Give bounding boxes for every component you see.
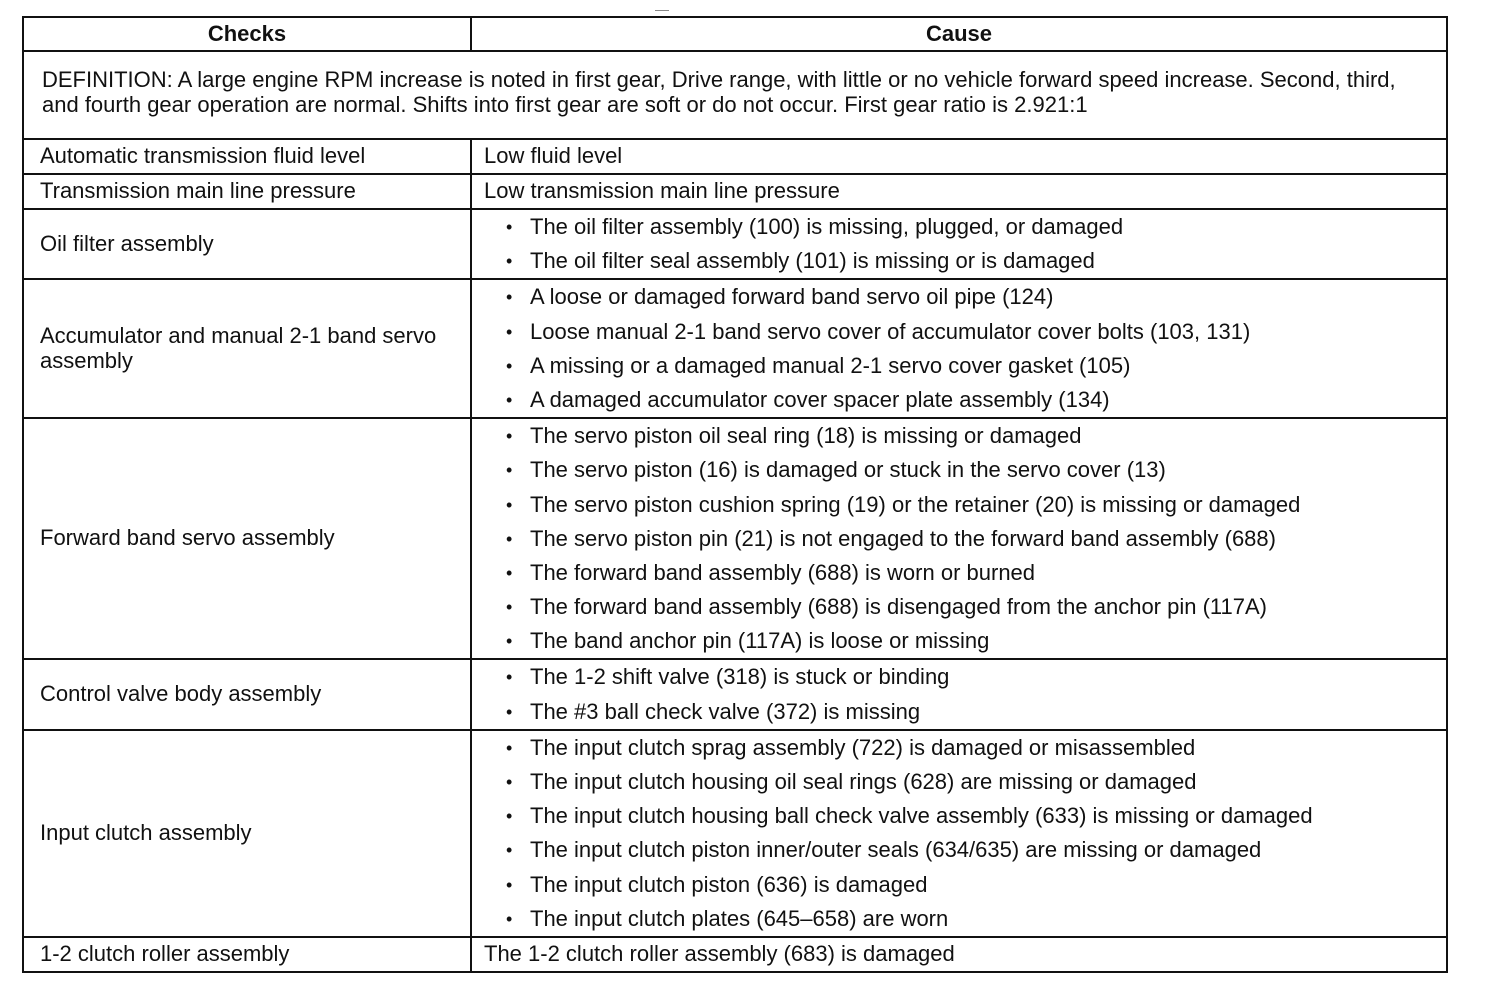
check-cell: Oil filter assembly xyxy=(23,209,471,279)
table-row xyxy=(23,279,1447,418)
bullet-icon: • xyxy=(506,806,513,827)
cause-text: The input clutch housing oil seal rings (628) are missing or damaged xyxy=(530,769,1197,794)
check-cell: Control valve body assembly xyxy=(23,659,471,729)
cause-text: A damaged accumulator cover spacer plate assembly (134) xyxy=(530,386,1110,412)
cause-list-item xyxy=(506,280,1434,314)
cause-text: The forward band assembly (688) is disengaged from the anchor pin (117A) xyxy=(530,594,1267,620)
bullet-icon: • xyxy=(506,667,513,688)
cause-text: The servo piston (16) is damaged or stuck in the servo cover (13) xyxy=(530,457,1166,483)
bullet-icon: • xyxy=(506,426,513,447)
bullet-icon: • xyxy=(506,494,513,515)
bullet-icon: • xyxy=(506,528,513,549)
cause-cell: Low fluid level xyxy=(471,139,1447,174)
cause-text: The forward band assembly (688) is worn or burned xyxy=(530,559,1036,585)
bullet-icon: • xyxy=(506,389,513,410)
cause-text: Loose manual 2-1 band servo cover of accumulator cover bolts (103, 131) xyxy=(530,318,1251,344)
bullet-icon: • xyxy=(506,874,513,895)
cause-text: A loose or damaged forward band servo oil pipe (124) xyxy=(530,284,1054,310)
cause-cell xyxy=(471,279,1447,418)
cause-list-item xyxy=(506,902,1434,936)
cause-list-item xyxy=(506,522,1434,556)
cause-list-item xyxy=(506,624,1434,658)
cause-text: The servo piston pin (21) is not engaged to the forward band assembly (688) xyxy=(530,525,1276,551)
bullet-icon: • xyxy=(506,460,513,481)
bullet-icon: • xyxy=(506,631,513,652)
cause-text: The input clutch piston inner/outer seals (634/635) are missing or damaged xyxy=(530,837,1262,863)
cause-header: Cause xyxy=(471,17,1447,51)
bullet-icon: • xyxy=(506,772,513,792)
cause-cell xyxy=(471,730,1447,937)
cause-text: The servo piston cushion spring (19) or the retainer (20) is missing or damaged xyxy=(530,491,1301,517)
table-row xyxy=(23,730,1447,937)
cause-text: The input clutch piston (636) is damaged xyxy=(530,871,928,897)
table-row xyxy=(23,937,1447,972)
cause-list-item xyxy=(506,210,1434,244)
cause-text: The band anchor pin (117A) is loose or missing xyxy=(530,628,990,654)
cause-list xyxy=(472,660,1446,728)
cause-list xyxy=(472,210,1446,278)
cause-list-item xyxy=(506,349,1434,383)
cause-list-item xyxy=(506,765,1434,799)
cause-list-item xyxy=(506,383,1434,417)
cause-text: The oil filter assembly (100) is missing, plugged, or damaged xyxy=(530,214,1124,239)
cause-cell xyxy=(471,659,1447,729)
bullet-icon: • xyxy=(506,737,513,758)
cause-list-item xyxy=(506,660,1434,694)
header-row xyxy=(23,17,1447,51)
cause-list-item xyxy=(506,868,1434,902)
bullet-icon: • xyxy=(506,217,513,237)
cause-list-item xyxy=(506,244,1434,278)
cause-list-item xyxy=(506,556,1434,590)
bullet-icon: • xyxy=(506,597,513,618)
bullet-icon: • xyxy=(506,908,513,929)
cause-cell xyxy=(471,418,1447,659)
cause-list-item xyxy=(506,799,1434,833)
bullet-icon: • xyxy=(506,355,513,376)
check-cell: Accumulator and manual 2-1 band servo assembly xyxy=(23,279,471,418)
cause-list-item xyxy=(506,695,1434,729)
diagnostic-table xyxy=(22,16,1448,973)
definition-row xyxy=(23,51,1447,139)
bullet-icon: • xyxy=(506,321,513,342)
check-cell: Forward band servo assembly xyxy=(23,418,471,659)
cause-text: The oil filter seal assembly (101) is missing or is damaged xyxy=(530,248,1095,274)
bullet-icon: • xyxy=(506,840,513,861)
table-row xyxy=(23,139,1447,174)
cause-list-item xyxy=(506,488,1434,522)
cause-cell: Low transmission main line pressure xyxy=(471,174,1447,209)
bullet-icon: • xyxy=(506,562,513,583)
cause-list xyxy=(472,280,1446,417)
cause-list-item xyxy=(506,833,1434,867)
cause-list xyxy=(472,419,1446,658)
cause-cell: The 1-2 clutch roller assembly (683) is damaged xyxy=(471,937,1447,972)
table-row xyxy=(23,209,1447,279)
cause-text: The 1-2 shift valve (318) is stuck or binding xyxy=(530,664,950,690)
bullet-icon: • xyxy=(506,251,513,272)
check-cell: Automatic transmission fluid level xyxy=(23,139,471,174)
bullet-icon: • xyxy=(506,287,513,308)
cause-list-item xyxy=(506,453,1434,487)
check-cell: Transmission main line pressure xyxy=(23,174,471,209)
cause-list-item xyxy=(506,315,1434,349)
table-row xyxy=(23,174,1447,209)
bullet-icon: • xyxy=(506,701,513,722)
cause-list-item xyxy=(506,590,1434,624)
cause-text: A missing or a damaged manual 2-1 servo cover gasket (105) xyxy=(530,352,1131,378)
cause-text: The input clutch housing ball check valve assembly (633) is missing or damaged xyxy=(530,803,1313,829)
cause-cell xyxy=(471,209,1447,279)
cause-list-item xyxy=(506,419,1434,453)
table-row xyxy=(23,659,1447,729)
cause-list-item xyxy=(506,731,1434,765)
definition-text: DEFINITION: A large engine RPM increase is noted in first gear, Drive range, with little or no vehicle forward speed increase. Second, third, and fourth gear operation are normal. Shifts into first gear are soft or do not occur. First gear ratio is 2.921:1 xyxy=(23,51,1447,139)
stray-mark xyxy=(655,10,669,11)
cause-text: The #3 ball check valve (372) is missing xyxy=(530,698,921,724)
cause-text: The input clutch sprag assembly (722) is damaged or misassembled xyxy=(530,734,1196,760)
cause-text: The servo piston oil seal ring (18) is missing or damaged xyxy=(530,423,1082,449)
cause-text: The input clutch plates (645–658) are worn xyxy=(530,905,949,931)
checks-header: Checks xyxy=(23,17,471,51)
check-cell: 1-2 clutch roller assembly xyxy=(23,937,471,972)
cause-list xyxy=(472,731,1446,936)
check-cell: Input clutch assembly xyxy=(23,730,471,937)
table-row xyxy=(23,418,1447,659)
